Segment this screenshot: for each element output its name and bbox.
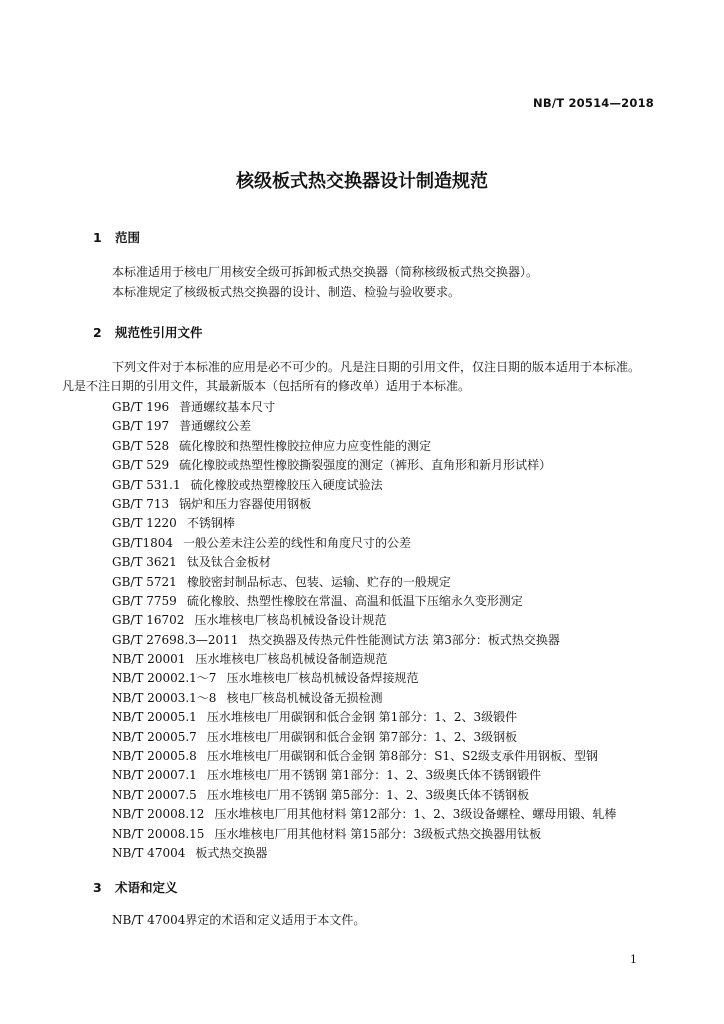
reference-item bbox=[112, 514, 616, 533]
section-2-number: 2 bbox=[93, 325, 102, 340]
reference-code: NB/T 20007.5 bbox=[112, 787, 197, 802]
reference-title: 硫化橡胶和热塑性橡胶拉伸应力应变性能的测定 bbox=[179, 438, 432, 453]
reference-code: NB/T 20008.15 bbox=[112, 826, 205, 841]
reference-title: 压水堆核电厂用其他材料 第15部分：3级板式热交换器用钛板 bbox=[214, 826, 542, 841]
reference-item bbox=[112, 708, 616, 727]
reference-title: 锅炉和压力容器使用钢板 bbox=[179, 496, 312, 511]
reference-item bbox=[112, 689, 616, 708]
reference-code: GB/T 196 bbox=[112, 400, 170, 414]
reference-code: GB/T 27698.3—2011 bbox=[112, 632, 239, 647]
reference-title: 不锈钢棒 bbox=[186, 516, 235, 531]
reference-item bbox=[112, 805, 616, 824]
reference-code: NB/T 20008.12 bbox=[112, 807, 205, 822]
reference-item bbox=[112, 766, 616, 785]
section-1-title: 范围 bbox=[115, 230, 141, 245]
reference-title: 压水堆核电厂用不锈钢 第5部分：1、2、3级奥氏体不锈钢板 bbox=[206, 787, 530, 802]
section-3-title: 术语和定义 bbox=[115, 880, 178, 895]
reference-title: 普通螺纹基本尺寸 bbox=[179, 400, 276, 414]
reference-code: GB/T1804 bbox=[112, 535, 173, 550]
reference-code: NB/T 20005.8 bbox=[112, 749, 197, 764]
section-1-number: 1 bbox=[93, 230, 102, 245]
section-3-number: 3 bbox=[93, 880, 102, 895]
reference-item bbox=[112, 611, 616, 630]
reference-item bbox=[112, 398, 616, 417]
reference-item bbox=[112, 631, 616, 650]
reference-code: GB/T 197 bbox=[112, 419, 170, 434]
reference-item bbox=[112, 495, 616, 514]
reference-code: GB/T 7759 bbox=[112, 593, 177, 608]
reference-code: GB/T 528 bbox=[112, 438, 170, 453]
reference-item bbox=[112, 669, 616, 688]
reference-code: NB/T 20001 bbox=[112, 652, 186, 667]
page-number: 1 bbox=[630, 953, 637, 966]
reference-item bbox=[112, 573, 616, 592]
reference-item bbox=[112, 592, 616, 611]
reference-title: 核电厂核岛机械设备无损检测 bbox=[226, 690, 383, 705]
reference-title: 热交换器及传热元件性能测试方法 第3部分：板式热交换器 bbox=[248, 632, 560, 647]
reference-item bbox=[112, 650, 616, 669]
reference-code: GB/T 531.1 bbox=[112, 477, 181, 492]
standard-code-header: NB/T 20514—2018 bbox=[533, 96, 654, 110]
reference-title: 橡胶密封制品标志、包装、运输、贮存的一般规定 bbox=[186, 574, 451, 589]
section-1-heading bbox=[93, 228, 140, 246]
section-2-heading bbox=[93, 323, 203, 341]
reference-title: 普通螺纹公差 bbox=[179, 419, 252, 434]
reference-title: 压水堆核电厂核岛机械设备焊接规范 bbox=[226, 671, 419, 686]
reference-code: GB/T 529 bbox=[112, 458, 170, 473]
reference-title: 压水堆核电厂用碳钢和低合金钢 第7部分：1、2、3级钢板 bbox=[206, 729, 518, 744]
reference-item bbox=[112, 417, 616, 436]
section-1-line-2: 本标准规定了核级板式热交换器的设计、制造、检验与验收要求。 bbox=[112, 285, 461, 299]
reference-item bbox=[112, 553, 616, 572]
reference-code: GB/T 5721 bbox=[112, 574, 177, 589]
reference-code: NB/T 47004 bbox=[112, 845, 186, 860]
section-3-line: NB/T 47004界定的术语和定义适用于本文件。 bbox=[112, 913, 366, 927]
normative-references-list bbox=[112, 398, 616, 863]
reference-title: 板式热交换器 bbox=[195, 845, 268, 860]
reference-item bbox=[112, 534, 616, 553]
section-2-intro-line-1: 下列文件对于本标准的应用是必不可少的。凡是注日期的引用文件，仅注日期的版本适用于本标准。 bbox=[112, 360, 641, 374]
reference-title: 硫化橡胶或热塑性橡胶撕裂强度的测定（裤形、直角形和新月形试样） bbox=[179, 458, 552, 473]
reference-item bbox=[112, 844, 616, 863]
reference-code: NB/T 20007.1 bbox=[112, 768, 197, 783]
reference-code: GB/T 3621 bbox=[112, 555, 177, 570]
reference-code: NB/T 20005.1 bbox=[112, 710, 197, 725]
reference-title: 压水堆核电厂用碳钢和低合金钢 第8部分：S1、S2级支承件用钢板、型钢 bbox=[206, 749, 598, 764]
reference-item bbox=[112, 825, 616, 844]
reference-title: 压水堆核电厂核岛机械设备设计规范 bbox=[194, 613, 387, 628]
reference-code: NB/T 20002.1～7 bbox=[112, 671, 217, 686]
reference-item bbox=[112, 456, 616, 475]
reference-item bbox=[112, 786, 616, 805]
reference-title: 钛及钛合金板材 bbox=[186, 555, 271, 570]
reference-code: GB/T 16702 bbox=[112, 613, 185, 628]
reference-code: NB/T 20005.7 bbox=[112, 729, 197, 744]
section-1-line-1: 本标准适用于核电厂用核安全级可拆卸板式热交换器（简称核级板式热交换器）。 bbox=[112, 265, 539, 279]
reference-title: 压水堆核电厂用不锈钢 第1部分：1、2、3级奥氏体不锈钢锻件 bbox=[206, 768, 542, 783]
reference-title: 一般公差未注公差的线性和角度尺寸的公差 bbox=[183, 535, 412, 550]
reference-item bbox=[112, 728, 616, 747]
reference-code: GB/T 1220 bbox=[112, 516, 177, 531]
section-2-intro-line-2: 凡是不注日期的引用文件，其最新版本（包括所有的修改单）适用于本标准。 bbox=[62, 379, 471, 393]
reference-code: GB/T 713 bbox=[112, 496, 170, 511]
reference-title: 压水堆核电厂用碳钢和低合金钢 第1部分：1、2、3级锻件 bbox=[206, 710, 518, 725]
reference-title: 压水堆核电厂用其他材料 第12部分：1、2、3级设备螺栓、螺母用锻、轧棒 bbox=[214, 807, 617, 822]
reference-code: NB/T 20003.1～8 bbox=[112, 690, 217, 705]
reference-title: 硫化橡胶或热塑橡胶压入硬度试验法 bbox=[190, 477, 383, 492]
reference-title: 压水堆核电厂核岛机械设备制造规范 bbox=[195, 652, 388, 667]
reference-title: 硫化橡胶、热塑性橡胶在常温、高温和低温下压缩永久变形测定 bbox=[186, 593, 523, 608]
reference-item bbox=[112, 437, 616, 456]
reference-item bbox=[112, 747, 616, 766]
document-title: 核级板式热交换器设计制造规范 bbox=[236, 171, 488, 192]
section-2-title: 规范性引用文件 bbox=[115, 325, 203, 340]
section-3-heading bbox=[93, 878, 178, 896]
reference-item bbox=[112, 476, 616, 495]
